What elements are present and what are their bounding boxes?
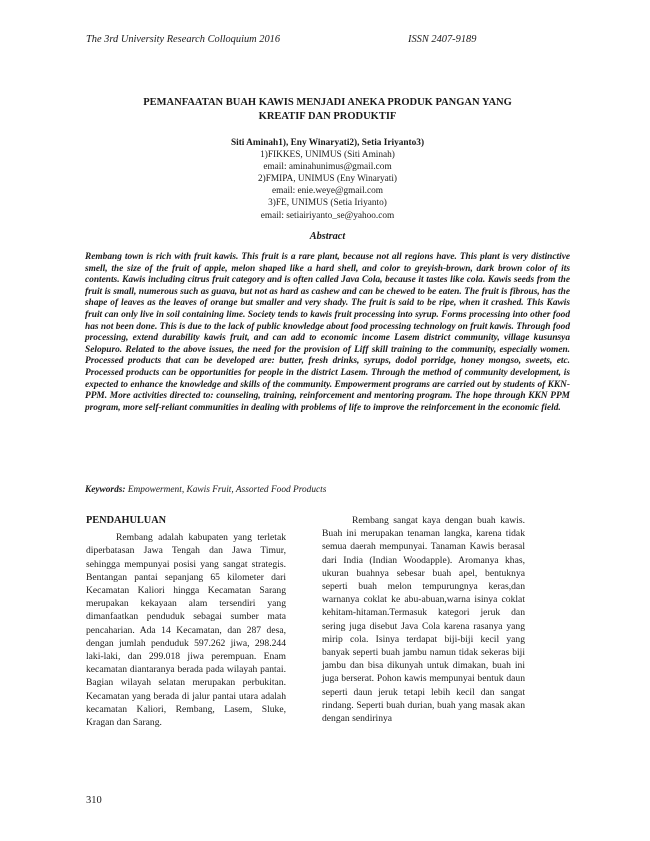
section-heading: PENDAHULUAN xyxy=(86,515,167,526)
affiliation-line: email: aminahunimus@gmail.com xyxy=(263,162,392,173)
author-names: Siti Aminah1), Eny Winaryati2), Setia Iriyanto3) xyxy=(230,138,425,148)
keywords-text: Empowerment, Kawis Fruit, Assorted Food Products xyxy=(125,485,327,495)
affiliation-line: email: enie.weye@gmail.com xyxy=(271,186,384,197)
body-paragraph: Rembang adalah kabupaten yang terletak diperbatasan Jawa Tengah dan Jawa Timur, sehingga mempunyai posisi yang sangat strategis. Bentangan pantai sepanjang 65 kilometer dari Kecamatan Kaliori hingga Kecamatan Sarang merupakan kekayaan alam tersendiri yang dimanfaatkan penduduk sebagai sumber mata pencaharian. Ada 14 Kecamatan, dan 287 desa, dengan jumlah penduduk 597.262 jiwa, 298.244 laki-laki, dan 299.018 jiwa perempuan. Enam kecamatan diantaranya berada pada wilayah pantai. Bagian wilayah selatan merupakan perbukitan. Kecamatan yang berada di jalur pantai utara adalah kecamatan Kaliori, Rembang, Lasem, Sluke, Kragan dan Sarang. xyxy=(86,532,286,729)
right-column xyxy=(322,514,525,725)
abstract-heading: Abstract xyxy=(309,231,346,242)
keywords-label: Keywords: xyxy=(85,485,126,495)
keywords-line xyxy=(85,485,570,495)
running-header-issn: ISSN 2407-9189 xyxy=(408,34,477,45)
running-header-title: The 3rd University Research Colloquium 2016 xyxy=(86,34,281,45)
affiliation-line: 3)FE, UNIMUS (Setia Iriyanto) xyxy=(268,198,387,209)
page-number: 310 xyxy=(86,795,102,806)
author-block xyxy=(80,137,575,222)
abstract-text: Rembang town is rich with fruit kawis. This fruit is a rare plant, because not all regions have. This plant is very distinctive smell, the size of the fruit of apple, melon shaped like a hard shell, and color to greyish-brown, dark brown color of its contents. Kawis including citrus fruit category and is often called Java Cola, because it tastes like cola. Kawis seeds from the fruit is small, numerous such as guava, but not as hard as cashew and can be chewed to be eaten. The fruit is fibrous, has the shape of leaves as the leaves of orange but smaller and very shady. The fruit is said to be ripe, when it crashed. This Kawis fruit can only live in soil containing lime. Society tends to kawis fruit processing into syrup. Forms processing into other food has not been done. This is due to the lack of public knowledge about food processing technology on fruit kawis. Through food processing, extend durability kawis fruit, and can add to economic income Lasem district community, village kusunsya Selopuro. Related to the above issues, the need for the provision of Liff skill training to the community, especially women. Processed products that can be developed are: butter, fresh drinks, syrups, dodol porridge, honey mongso, sweets, etc. Processed products can be opportunities for people in the district Lasem. Through the method of community development, is expected to enhance the knowledge and skills of the community. Empowerment programs are carried out by students of KKN-PPM. More activities directed to: counseling, training, reinforcement and mentoring program. The hope through KKN PPM program, more self-reliant communities in dealing with problems of life to improve the reinforcement in the economic field. xyxy=(85,252,570,413)
affiliation-line: 2)FMIPA, UNIMUS (Eny Winaryati) xyxy=(257,174,398,185)
body-paragraph: Rembang sangat kaya dengan buah kawis. Buah ini merupakan tenaman langka, karena tidak semua daerah mempunyai. Tanaman Kawis berasal dari India (Indian Woodapple). Aromanya khas, ukuran buahnya sebesar buah apel, bentuknya seperti buah melon tempurungnya keras,dan warnanya coklat ke abu-abuan,warna isinya coklat kehitam-hitaman.Termasuk kategori jeruk dan sering juga disebut Java Cola karena rasanya yang mirip cola. Isinya terdapat biji-biji kecil yang banyak seperti buah jambu namun tidak sekeras biji jambu dan bisa dikunyah untuk dimakan, buah ini juga berserat. Pohon kawis mempunyai bentuk daun seperti daun jeruk tetapi lebih kecil dan sangat rindang. Seperti buah durian, buah yang masak akan dengan sendirinya xyxy=(322,515,525,725)
affiliation-line: email: setiairiyanto_se@yahoo.com xyxy=(260,210,395,221)
affiliation-line: 1)FIKKES, UNIMUS (Siti Aminah) xyxy=(260,150,395,161)
paper-title-line-1: PEMANFAATAN BUAH KAWIS MENJADI ANEKA PRODUK PANGAN YANG xyxy=(143,97,512,108)
paper-title-line-2: KREATIF DAN PRODUKTIF xyxy=(258,111,397,122)
paper-title xyxy=(80,96,575,124)
left-column xyxy=(86,514,286,729)
